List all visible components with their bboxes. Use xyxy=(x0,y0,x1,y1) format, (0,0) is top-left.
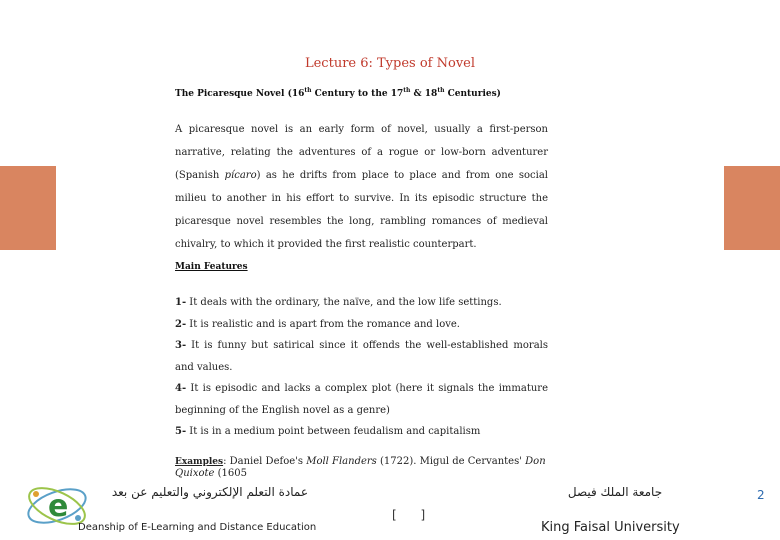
feature-item: 4- It is episodic and lacks a complex plot (here it signals the immature beginning of the English novel as a genre) xyxy=(175,383,548,416)
slide-number-placeholder: [ ] xyxy=(392,508,426,522)
feature-item: 3- It is funny but satirical since it offends the well-established morals and values. xyxy=(175,340,548,373)
slide-title: Lecture 6: Types of Novel xyxy=(304,56,476,71)
feature-item: 2- It is realistic and is apart from the romance and love. xyxy=(175,318,460,330)
university-arabic-name: جامعة الملك فيصل xyxy=(567,485,663,499)
deanship-english-name: Deanship of E-Learning and Distance Education xyxy=(78,522,317,533)
feature-item: 5- It is in a medium point between feudalism and capitalism xyxy=(175,426,481,437)
university-english-name: King Faisal University xyxy=(541,520,680,535)
feature-item: 1- It deals with the ordinary, the naïve, and the low life settings. xyxy=(175,297,502,308)
features-list xyxy=(175,292,548,443)
deanship-arabic-name: عمادة التعلم الإلكتروني والتعليم عن بعد xyxy=(111,485,308,499)
definition-paragraph: A picaresque novel is an early form of novel, usually a first-person narrative, relating the adventures of a rogue or low-born adventurer (Spanish pícaro) as he drifts from place to place and from one social milieu to another in his effort to survive. In its episodic structure the picaresque novel resembles the long, rambling romances of medieval chivalry, to which it provided the first realistic counterpart. xyxy=(175,124,548,250)
logo-letter: e xyxy=(48,489,69,524)
main-features-heading: Main Features xyxy=(175,262,248,272)
examples-text: Examples: Daniel Defoe's Moll Flanders (1722). Migul de Cervantes' Don Quixote (1605 xyxy=(175,456,546,479)
page-number: 2 xyxy=(757,488,765,502)
left-accent-bar xyxy=(0,166,56,250)
section-subheading: The Picaresque Novel (16th Century to the 17th & 18th Centuries) xyxy=(175,87,501,99)
right-accent-bar xyxy=(724,166,780,250)
